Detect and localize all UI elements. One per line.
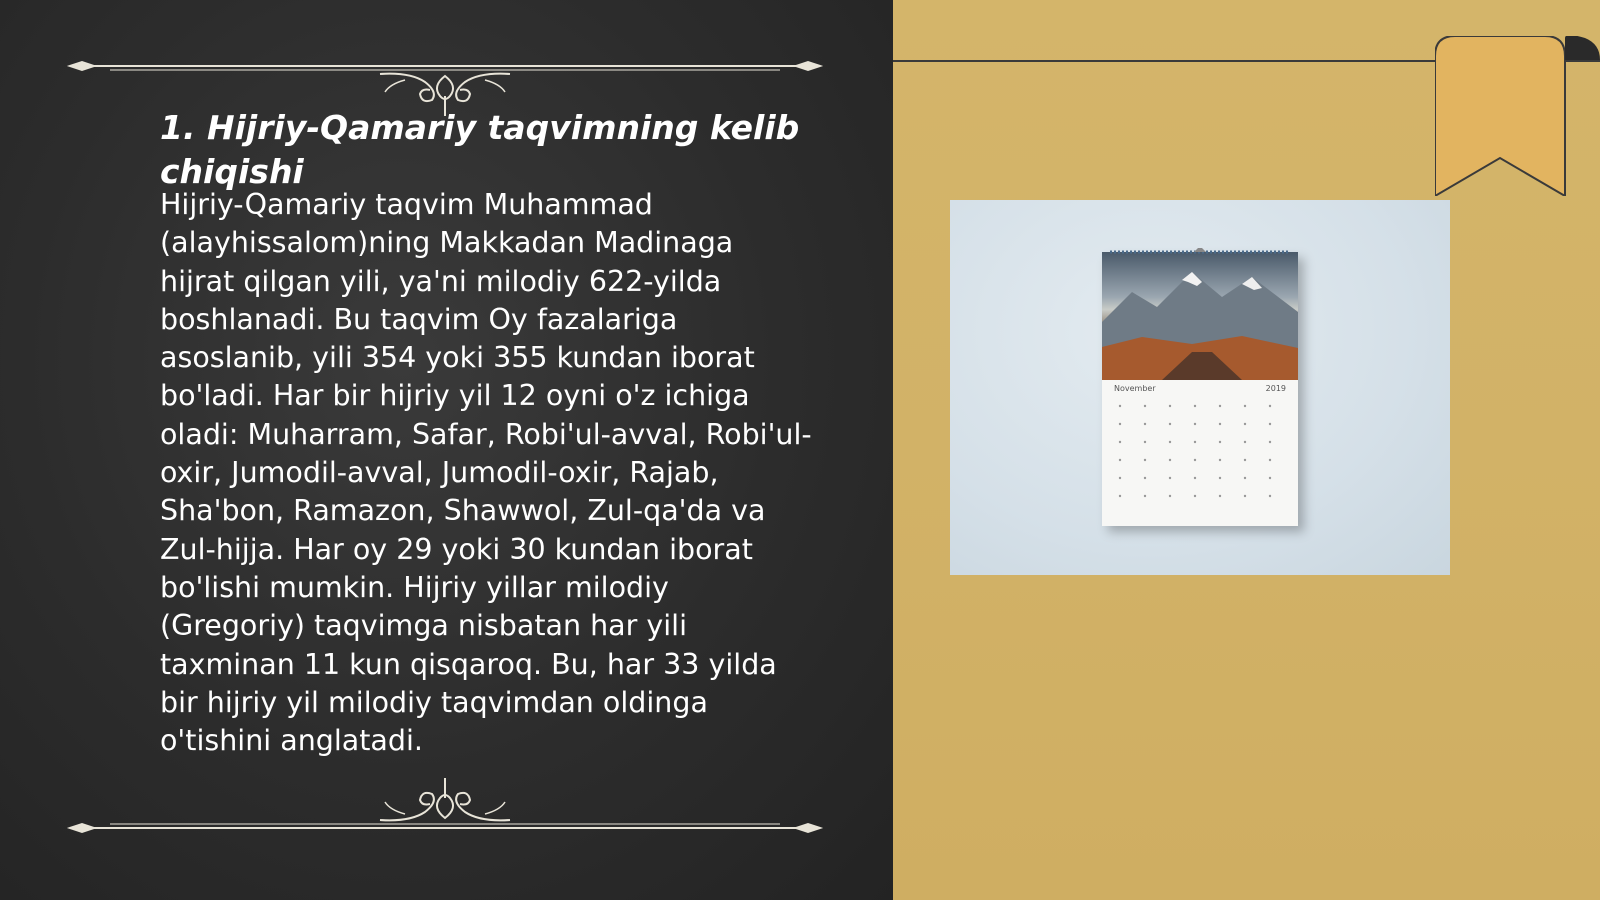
calendar-month: November bbox=[1114, 384, 1156, 393]
slide-body-text: Hijriy-Qamariy taqvim Muhammad (alayhissalom)ning Makkadan Madinaga hijrat qilgan yili, ya'ni milodiy 622-yilda boshlanadi. Bu taqvim Oy fazalariga asoslanib, yili 354 yoki 355 kundan iborat bo'ladi. Har bir hijriy yil 12 oyni o'z ichiga oladi: Muharram, Safar, Robi'ul-avval, Robi'ul- oxir, Jumodil-avval, Jumodil-oxir, Rajab, Sha'bon, Ramazon, Shawwol, Zul-qa'da va Zul-hijja. Har oy 29 yoki 30 kundan iborat bo'lishi mumkin. Hijriy yillar milodiy (Gregoriy) taqvimga nisbatan har yili taxminan 11 kun qisqaroq. Bu, har 33 yilda bir hijriy yil milodiy taqvimdan oldinga o'tishini anglatadi. bbox=[160, 188, 812, 758]
bookmark-ribbon-icon bbox=[1435, 36, 1600, 196]
mountain-image bbox=[1102, 252, 1298, 380]
ornamental-divider-icon bbox=[60, 772, 830, 842]
slide-title: 1. Hijriy-Qamariy taqvimning kelib chiqishi bbox=[160, 108, 800, 191]
wall-calendar bbox=[1102, 252, 1298, 526]
calendar-year: 2019 bbox=[1265, 384, 1286, 393]
calendar-photo bbox=[950, 200, 1450, 575]
spiral-binding bbox=[1110, 248, 1290, 256]
calendar-day-grid bbox=[1112, 398, 1288, 508]
